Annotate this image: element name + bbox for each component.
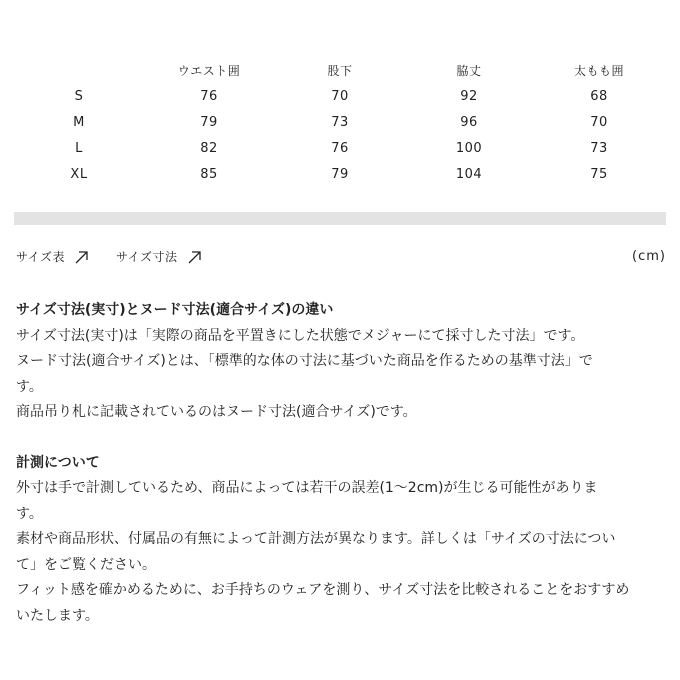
note-paragraph: フィット感を確かめるために、お手持ちのウェアを測り、サイズ寸法を比較されることをおすすめ [16,582,630,598]
table-cell: 76 [200,89,218,104]
note-paragraph: 外寸は手で計測しているため、商品によっては若干の誤差(1〜2cm)が生じる可能性がありま [16,480,598,496]
size-notes [16,298,666,629]
header-inseam: 股下 [327,64,353,78]
table-row [0,84,680,110]
note-paragraph: ヌード寸法(適合サイズ)とは、「標準的な体の寸法に基づいた商品を作るための基準寸法」で [16,353,593,369]
size-links-row [16,246,666,268]
size-label: S [74,89,84,104]
section-title-size-difference: サイズ寸法(実寸)とヌード寸法(適合サイズ)の違い [16,302,334,318]
table-cell: 73 [590,141,608,156]
header-waist: ウエスト囲 [177,64,241,78]
note-paragraph: す。 [16,505,43,522]
size-measure-link[interactable] [116,246,201,268]
table-row [0,136,680,162]
size-chart-link[interactable] [16,246,88,268]
table-cell: 68 [590,89,608,104]
table-cell: 79 [331,167,349,182]
unit-label: (cm) [632,249,666,264]
table-cell: 70 [590,115,608,130]
table-cell: 85 [200,167,218,182]
size-label: XL [70,167,88,182]
table-cell: 92 [460,89,478,104]
note-paragraph: サイズ寸法(実寸)は「実際の商品を平置きにした状態でメジャーにて採寸した寸法」です。 [16,327,585,344]
note-paragraph: いたします。 [16,607,99,624]
table-scrollbar[interactable] [14,212,666,225]
size-label: M [73,115,85,130]
size-table [0,58,680,188]
table-cell: 76 [331,141,349,156]
table-cell: 96 [460,115,478,130]
table-cell: 79 [200,115,218,130]
table-cell: 73 [331,115,349,130]
size-label: L [75,141,83,156]
section-title-measurement: 計測について [16,454,100,471]
note-paragraph: 商品吊り札に記載されているのはヌード寸法(適合サイズ)です。 [16,404,417,420]
table-cell: 70 [331,89,349,104]
table-cell: 75 [590,167,608,182]
table-cell: 82 [200,141,218,156]
table-row [0,110,680,136]
section-gap [16,426,666,451]
size-measure-link-label: サイズ寸法 [116,250,178,264]
header-side-length: 脇丈 [456,64,482,78]
table-cell: 100 [455,141,483,156]
table-header-row [0,58,680,84]
arrow-up-right-icon [188,251,201,264]
table-cell: 104 [455,167,483,182]
note-paragraph: す。 [16,378,43,395]
size-chart-link-label: サイズ表 [16,250,66,264]
note-paragraph: 素材や商品形状、付属品の有無によって計測方法が異なります。詳しくは「サイズの寸法につい [16,531,616,547]
note-paragraph: て」をご覧ください。 [16,556,156,573]
arrow-up-right-icon [75,251,88,264]
table-row [0,162,680,188]
header-thigh: 太もも囲 [573,64,625,78]
